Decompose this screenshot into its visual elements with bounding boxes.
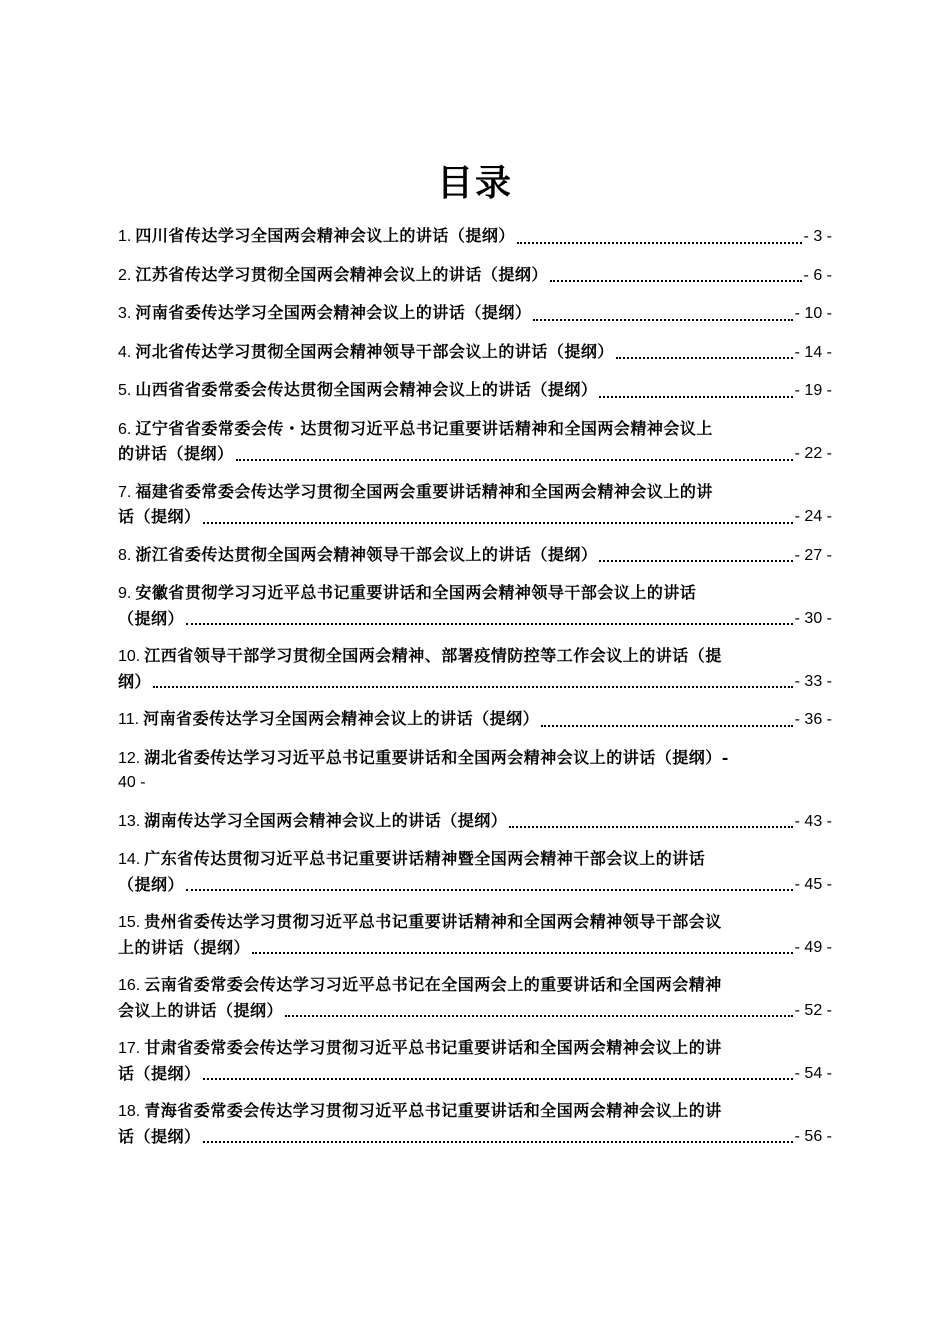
toc-entry-title: 贵州省委传达学习贯彻习近平总书记重要讲话精神和全国两会精神领导干部会议 [144, 912, 722, 931]
toc-entry-number: 6. [118, 420, 132, 438]
toc-entry-heading [118, 809, 507, 835]
toc-entry-title: 江西省领导干部学习贯彻全国两会精神、部署疫情防控等工作会议上的讲话（提 [144, 646, 722, 665]
toc-leader-dots [599, 396, 792, 398]
toc-entry-number: 17. [118, 1040, 141, 1057]
toc-entry-line [118, 936, 832, 961]
toc-entry-line [118, 771, 832, 796]
toc-entry-number: 15. [118, 914, 141, 931]
toc-entry-title: 河北省传达学习贯彻全国两会精神领导干部会议上的讲话（提纲） [135, 341, 614, 361]
toc-leader-dots [599, 560, 792, 562]
toc-entry-line [118, 873, 832, 898]
toc-leader-dots [186, 623, 793, 625]
toc-entry-page: - 24 - [794, 508, 832, 525]
toc-entry[interactable] [118, 417, 832, 467]
toc-entry-number: 2. [118, 266, 132, 284]
toc-entry[interactable] [118, 480, 832, 530]
toc-entry-line [118, 480, 832, 506]
toc-entry-line [118, 581, 832, 607]
toc-entry-page: - 30 - [794, 609, 832, 627]
toc-entry-number: 9. [118, 585, 132, 602]
toc-entry-title: 山西省省委常委会传达贯彻全国两会精神会议上的讲话（提纲） [135, 380, 598, 399]
toc-entry-line [118, 746, 832, 772]
toc-entry-heading [118, 378, 597, 404]
toc-entry-page: - 36 - [794, 711, 832, 728]
toc-entry-title-cont: （提纲） [118, 608, 185, 628]
toc-entry-title: 广东省传达贯彻习近平总书记重要讲话精神暨全国两会精神干部会议上的讲话 [144, 849, 706, 868]
toc-leader-dots [153, 686, 793, 688]
toc-entry-number: 1. [118, 228, 132, 245]
toc-entry-title-cont: 会议上的讲话（提纲） [118, 1000, 284, 1020]
toc-leader-dots [252, 952, 793, 954]
toc-entry[interactable] [118, 543, 832, 569]
toc-entry-title: 辽宁省省委常委会传・达贯彻习近平总书记重要讲话精神和全国两会精神会议上 [135, 418, 713, 438]
toc-entry-title-cont: 上的讲话（提纲） [118, 937, 251, 957]
toc-entry-title: 湖南传达学习全国两会精神会议上的讲话（提纲） [144, 810, 508, 830]
toc-entry-heading [118, 224, 515, 250]
toc-entry[interactable] [118, 340, 832, 366]
toc-entry-heading [118, 263, 548, 289]
toc-entry-number: 8. [118, 546, 132, 564]
toc-entry[interactable] [118, 378, 832, 404]
toc-leader-dots [203, 1141, 793, 1143]
toc-entry-line [118, 910, 832, 936]
toc-entry[interactable] [118, 707, 832, 733]
toc-entry-line [118, 378, 832, 404]
toc-leader-dots [186, 889, 793, 891]
toc-entry-line [118, 670, 832, 695]
toc-leader-dots [203, 1078, 793, 1080]
toc-entry-title: 青海省委常委会传达学习贯彻习近平总书记重要讲话和全国两会精神会议上的讲 [144, 1101, 722, 1120]
toc-entry-number: 18. [118, 1103, 141, 1120]
toc-entry-page: - 10 - [794, 305, 832, 322]
toc-entry-line [118, 1036, 832, 1062]
toc-entry-title-cont: 话（提纲） [118, 1063, 201, 1083]
toc-entry[interactable] [118, 973, 832, 1023]
toc-entry[interactable] [118, 746, 832, 796]
toc-entry-page: - 33 - [794, 672, 832, 690]
toc-entry-page: - 14 - [794, 343, 832, 361]
toc-entry-line [118, 340, 832, 366]
toc-entry-title: 四川省传达学习全国两会精神会议上的讲话（提纲） [135, 226, 515, 245]
toc-entry-page: - 52 - [794, 1001, 832, 1019]
toc-entry-title: 湖北省委传达学习习近平总书记重要讲话和全国两会精神会议上的讲话（提纲）- [144, 747, 729, 767]
toc-entry-title: 甘肃省委常委会传达学习贯彻习近平总书记重要讲话和全国两会精神会议上的讲 [144, 1038, 722, 1057]
toc-entry-title: 云南省委常委会传达学习习近平总书记在全国两会上的重要讲话和全国两会精神 [144, 975, 722, 994]
toc-entry-line [118, 505, 832, 530]
toc-leader-dots [533, 319, 792, 321]
toc-entry-number: 10. [118, 648, 141, 665]
toc-entry-number: 4. [118, 343, 132, 361]
toc-entry[interactable] [118, 224, 832, 250]
toc-entry-line [118, 1062, 832, 1087]
toc-entry-title-cont: 纲） [118, 671, 152, 691]
toc-entry[interactable] [118, 809, 832, 835]
toc-entry-page: - 6 - [803, 266, 832, 284]
toc-leader-dots [517, 242, 802, 244]
toc-entry-heading [118, 707, 539, 733]
toc-entry-number: 3. [118, 305, 132, 322]
toc-entry-line [118, 847, 832, 873]
toc-entry-line [118, 999, 832, 1024]
toc-entry-title: 浙江省委传达贯彻全国两会精神领导干部会议上的讲话（提纲） [135, 544, 598, 564]
toc-entry-title: 河南省委传达学习全国两会精神会议上的讲话（提纲） [135, 303, 532, 322]
toc-entry-heading [118, 340, 614, 366]
toc-leader-dots [509, 826, 792, 828]
toc-list [118, 224, 832, 1162]
toc-entry-page: - 45 - [794, 875, 832, 893]
toc-entry-number: 16. [118, 977, 141, 994]
toc-entry-title-cont: 的讲话（提纲） [118, 444, 234, 463]
toc-entry-title-cont: （提纲） [118, 874, 185, 894]
toc-entry-line [118, 417, 832, 443]
toc-entry-line [118, 263, 832, 289]
toc-leader-dots [236, 459, 793, 461]
toc-entry-title-cont: 40 - [118, 774, 146, 791]
toc-entry[interactable] [118, 910, 832, 960]
toc-entry-number: 5. [118, 382, 132, 399]
toc-entry-line [118, 543, 832, 569]
toc-leader-dots [203, 522, 793, 524]
toc-entry-line [118, 1125, 832, 1150]
toc-entry-number: 13. [118, 812, 141, 830]
toc-entry-line [118, 224, 832, 250]
toc-entry-number: 14. [118, 851, 141, 868]
toc-title: 目录 [436, 163, 513, 204]
toc-entry-line [118, 442, 832, 467]
toc-entry-page: - 19 - [794, 382, 832, 399]
toc-entry-number: 7. [118, 483, 132, 501]
toc-entry[interactable] [118, 847, 832, 897]
toc-entry-title-cont: 话（提纲） [118, 1126, 201, 1146]
toc-entry-title: 福建省委常委会传达学习贯彻全国两会重要讲话精神和全国两会精神会议上的讲 [135, 481, 713, 501]
toc-entry[interactable] [118, 1036, 832, 1086]
toc-entry-page: - 3 - [803, 228, 832, 245]
toc-entry[interactable] [118, 581, 832, 631]
toc-entry-page: - 27 - [794, 546, 832, 564]
toc-entry-page: - 49 - [794, 938, 832, 956]
toc-entry[interactable] [118, 644, 832, 694]
toc-leader-dots [285, 1015, 793, 1017]
toc-leader-dots [550, 280, 802, 282]
toc-entry-line [118, 809, 832, 835]
toc-entry-line [118, 1099, 832, 1125]
toc-entry-line [118, 301, 832, 327]
toc-entry-heading [118, 543, 597, 569]
toc-leader-dots [541, 725, 793, 727]
toc-entry-title-cont: 话（提纲） [118, 507, 201, 526]
toc-entry-line [118, 707, 832, 733]
toc-entry-heading [118, 301, 531, 327]
toc-entry-line [118, 973, 832, 999]
toc-entry-title: 河南省委传达学习全国两会精神会议上的讲话（提纲） [143, 709, 540, 728]
toc-entry[interactable] [118, 1099, 832, 1149]
toc-entry-page: - 56 - [794, 1127, 832, 1145]
toc-entry-line [118, 607, 832, 632]
toc-entry-page: - 54 - [794, 1064, 832, 1082]
toc-entry-title: 江苏省传达学习贯彻全国两会精神会议上的讲话（提纲） [135, 264, 548, 284]
toc-entry[interactable] [118, 301, 832, 327]
toc-entry-number: 11. [118, 711, 140, 728]
toc-entry-page: - 43 - [794, 812, 832, 830]
toc-entry-line [118, 644, 832, 670]
toc-leader-dots [616, 357, 793, 359]
toc-entry-page: - 22 - [794, 445, 832, 462]
toc-entry[interactable] [118, 263, 832, 289]
toc-entry-number: 12. [118, 749, 141, 767]
toc-entry-title: 安徽省贯彻学习习近平总书记重要讲话和全国两会精神领导干部会议上的讲话 [135, 583, 697, 602]
